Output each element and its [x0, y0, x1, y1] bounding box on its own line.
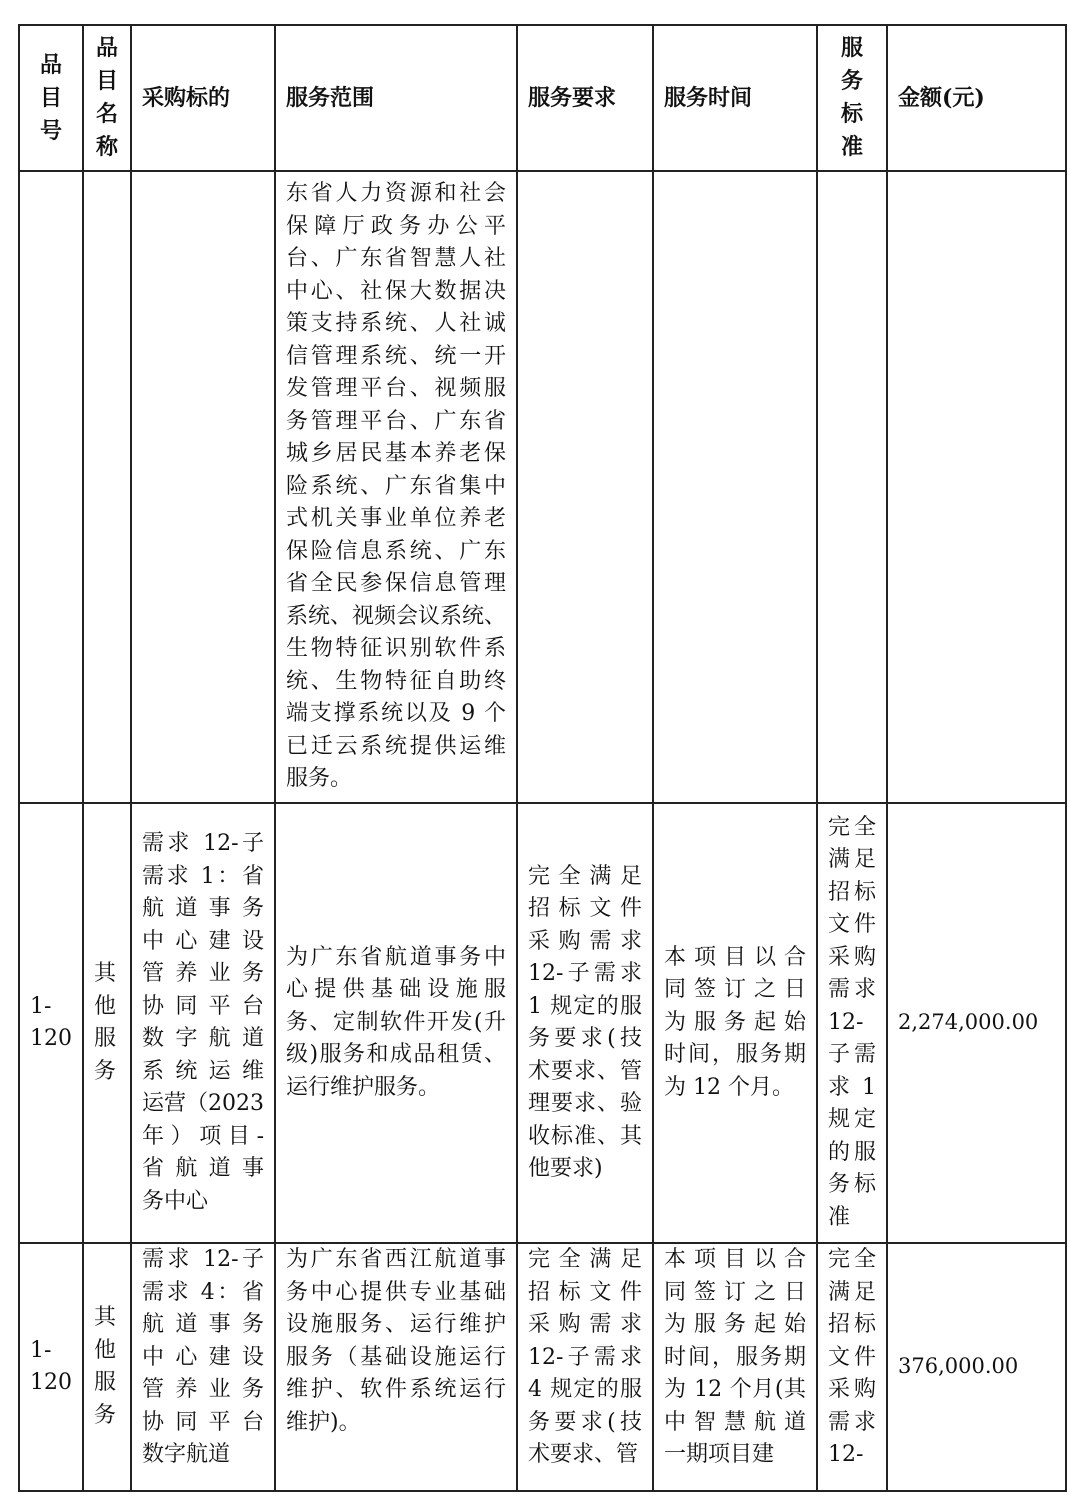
text-line: 运行维护服务。: [286, 1074, 441, 1100]
text-line: 运营（2023: [142, 1091, 264, 1116]
text-line: 1-: [30, 993, 52, 1019]
text-line: 理要求、验: [528, 1091, 643, 1116]
text-line: 采购需求: [528, 1312, 643, 1337]
table-row: [19, 1243, 1066, 1491]
text-line: 12-: [828, 1442, 864, 1467]
text-line: 其: [94, 1305, 117, 1330]
text-line: 规定: [828, 1107, 877, 1133]
text-line: 已迁云系统提供运维: [286, 733, 507, 759]
text-line: 数字航道: [142, 1442, 231, 1467]
text-line: 收标准、其: [528, 1123, 643, 1149]
time-cell: [653, 171, 817, 803]
text-line: 他: [94, 1337, 117, 1363]
text-line: 维护)。: [286, 1409, 361, 1435]
header-char: 号: [39, 117, 62, 144]
text-line: 本项目以合: [664, 1247, 807, 1272]
text-line: 为服务起始: [664, 1009, 807, 1035]
text-line: 管养业务: [142, 961, 264, 986]
header-scope: 服务范围: [275, 25, 517, 171]
text-line: 招标: [828, 879, 877, 905]
text-line: 协同平台: [142, 993, 264, 1019]
item-no-cell: [19, 171, 83, 803]
text-line: 需求 4：省: [142, 1279, 264, 1305]
text-line: 务管理平台、广东省: [286, 408, 507, 434]
header-char: 品: [95, 35, 118, 61]
header-char: 务: [841, 68, 864, 94]
text-line: 1 规定的服: [528, 993, 643, 1019]
table-row: [19, 803, 1066, 1243]
text-line: 保障厅政务办公平: [286, 213, 507, 239]
header-char: 目: [39, 84, 62, 111]
text-line: 需求 12-子: [142, 831, 264, 856]
header-char: 品: [39, 51, 62, 78]
scope-cell: [275, 803, 517, 1243]
item-name-cell: [83, 171, 131, 803]
text-line: 务要求(技: [528, 1409, 643, 1435]
header-char: 称: [95, 134, 118, 160]
text-line: 航道事务: [142, 896, 264, 921]
text-line: 采购: [828, 1377, 877, 1402]
scope-cell: [275, 171, 517, 803]
text-line: 设施服务、运行维护: [286, 1312, 507, 1337]
requirement-cell: [517, 803, 653, 1243]
text-line: 文件: [828, 912, 877, 938]
text-line: 务: [94, 1402, 117, 1428]
text-line: 系统、视频会议系统、: [286, 603, 507, 629]
text-line: 120: [30, 1370, 72, 1395]
text-line: 务要求(技: [528, 1026, 643, 1051]
item-name-cell: [83, 1243, 131, 1491]
standard-cell: [817, 1243, 887, 1491]
text-line: 发管理平台、视频服: [286, 376, 507, 401]
text-line: 信管理系统、统一开: [286, 343, 507, 369]
text-line: 为广东省航道事务中: [286, 944, 507, 970]
time-cell: [653, 1243, 817, 1491]
text-line: 为广东省西江航道事: [286, 1247, 507, 1272]
header-item-name: [83, 25, 131, 171]
text-line: 策支持系统、人社诚: [286, 311, 507, 336]
text-line: 式机关事业单位养老: [286, 506, 507, 531]
text-line: 务标: [828, 1172, 877, 1198]
text-line: 同签订之日: [664, 977, 807, 1003]
table-row: [19, 171, 1066, 803]
text-line: 服: [94, 1026, 117, 1051]
text-line: 级)服务和成品租赁、: [286, 1042, 507, 1068]
text-line: 需求: [828, 1409, 877, 1435]
header-amount: 金额(元): [887, 25, 1066, 171]
text-line: 12-: [828, 1009, 864, 1035]
text-line: 协同平台: [142, 1409, 264, 1435]
text-line: 险系统、广东省集中: [286, 473, 507, 499]
amount-cell: [887, 171, 1066, 803]
text-line: 服: [94, 1370, 117, 1395]
text-line: 航道事务: [142, 1312, 264, 1337]
text-line: 统、生物特征自助终: [286, 668, 507, 694]
text-line: 为 12 个月(其: [664, 1377, 807, 1402]
text-line: 心提供基础设施服: [286, 977, 507, 1003]
text-line: 准: [828, 1204, 851, 1230]
text-line: 服务。: [286, 766, 353, 791]
text-line: 120: [30, 1026, 72, 1051]
text-line: 一期项目建: [664, 1442, 775, 1467]
text-line: 东省人力资源和社会: [286, 181, 507, 206]
text-line: 1-: [30, 1337, 52, 1363]
amount-cell: 376,000.00: [887, 1243, 1066, 1491]
header-target: 采购标的: [131, 25, 275, 171]
header-item-no: [19, 25, 83, 171]
text-line: 服务（基础设施运行: [286, 1344, 507, 1370]
text-line: 同签订之日: [664, 1279, 807, 1305]
text-line: 端支撑系统以及 9 个: [286, 701, 507, 726]
header-char: 名: [95, 101, 118, 127]
item-no-cell: [19, 1243, 83, 1491]
text-line: 中心建设: [142, 1344, 264, 1370]
text-line: 中智慧航道: [664, 1409, 807, 1435]
text-line: 保险信息系统、广东: [286, 538, 507, 564]
header-char: 服: [841, 35, 864, 61]
text-line: 需求 12-子: [142, 1247, 264, 1272]
text-line: 务、定制软件开发(升: [286, 1009, 507, 1035]
text-line: 他要求): [528, 1156, 603, 1181]
text-line: 为服务起始: [664, 1312, 807, 1337]
time-cell: [653, 803, 817, 1243]
standard-cell: [817, 171, 887, 803]
text-line: 台、广东省智慧人社: [286, 246, 507, 271]
header-row: [19, 25, 1066, 171]
text-line: 务: [94, 1058, 117, 1084]
target-cell: [131, 1243, 275, 1491]
procurement-table: [18, 24, 1067, 1492]
item-no-cell: [19, 803, 83, 1243]
text-line: 满足: [828, 1279, 877, 1305]
text-line: 采购: [828, 944, 877, 970]
text-line: 生物特征识别软件系: [286, 636, 507, 661]
text-line: 中心、社保大数据决: [286, 278, 507, 304]
text-line: 需求: [828, 977, 877, 1003]
header-char: 准: [841, 134, 864, 160]
target-cell: [131, 803, 275, 1243]
text-line: 子需: [828, 1042, 877, 1068]
text-line: 采购需求: [528, 928, 643, 954]
text-line: 完全满足: [528, 863, 643, 889]
text-line: 时间，服务期: [664, 1344, 807, 1370]
text-line: 招标文件: [528, 896, 643, 921]
text-line: 中心建设: [142, 928, 264, 954]
text-line: 本项目以合: [664, 944, 807, 970]
text-line: 完全满足: [528, 1247, 643, 1272]
text-line: 他: [94, 993, 117, 1019]
text-line: 维护、软件系统运行: [286, 1377, 507, 1402]
text-line: 务中心: [142, 1188, 209, 1214]
text-line: 12-子需求: [528, 961, 643, 986]
text-line: 12-子需求: [528, 1344, 643, 1370]
text-line: 满足: [828, 847, 877, 873]
item-name-cell: [83, 803, 131, 1243]
text-line: 年）项目-: [142, 1123, 264, 1149]
text-line: 为 12 个月。: [664, 1074, 794, 1100]
header-char: 标: [841, 101, 864, 127]
requirement-cell: [517, 171, 653, 803]
text-line: 文件: [828, 1344, 877, 1370]
text-line: 数字航道: [142, 1026, 264, 1051]
text-line: 术要求、管: [528, 1442, 639, 1467]
text-line: 管养业务: [142, 1377, 264, 1402]
text-line: 其: [94, 961, 117, 986]
text-line: 完全: [828, 1247, 877, 1272]
header-char: 目: [95, 68, 118, 94]
header-requirement: 服务要求: [517, 25, 653, 171]
header-standard: [817, 25, 887, 171]
text-line: 招标: [828, 1312, 877, 1337]
text-line: 省航道事: [142, 1156, 264, 1181]
text-line: 系统运维: [142, 1058, 264, 1084]
header-time: 服务时间: [653, 25, 817, 171]
text-line: 省全民参保信息管理: [286, 571, 507, 596]
text-line: 4 规定的服: [528, 1377, 643, 1402]
target-cell: [131, 171, 275, 803]
text-line: 的服: [828, 1139, 877, 1165]
text-line: 求 1: [828, 1074, 877, 1100]
text-line: 时间，服务期: [664, 1042, 807, 1068]
standard-cell: [817, 803, 887, 1243]
scope-cell: [275, 1243, 517, 1491]
text-line: 术要求、管: [528, 1058, 643, 1084]
text-line: 需求 1：省: [142, 863, 264, 889]
text-line: 城乡居民基本养老保: [286, 441, 507, 466]
amount-cell: 2,274,000.00: [887, 803, 1066, 1243]
text-line: 完全: [828, 814, 877, 840]
text-line: 务中心提供专业基础: [286, 1279, 507, 1305]
text-line: 招标文件: [528, 1279, 643, 1305]
requirement-cell: [517, 1243, 653, 1491]
